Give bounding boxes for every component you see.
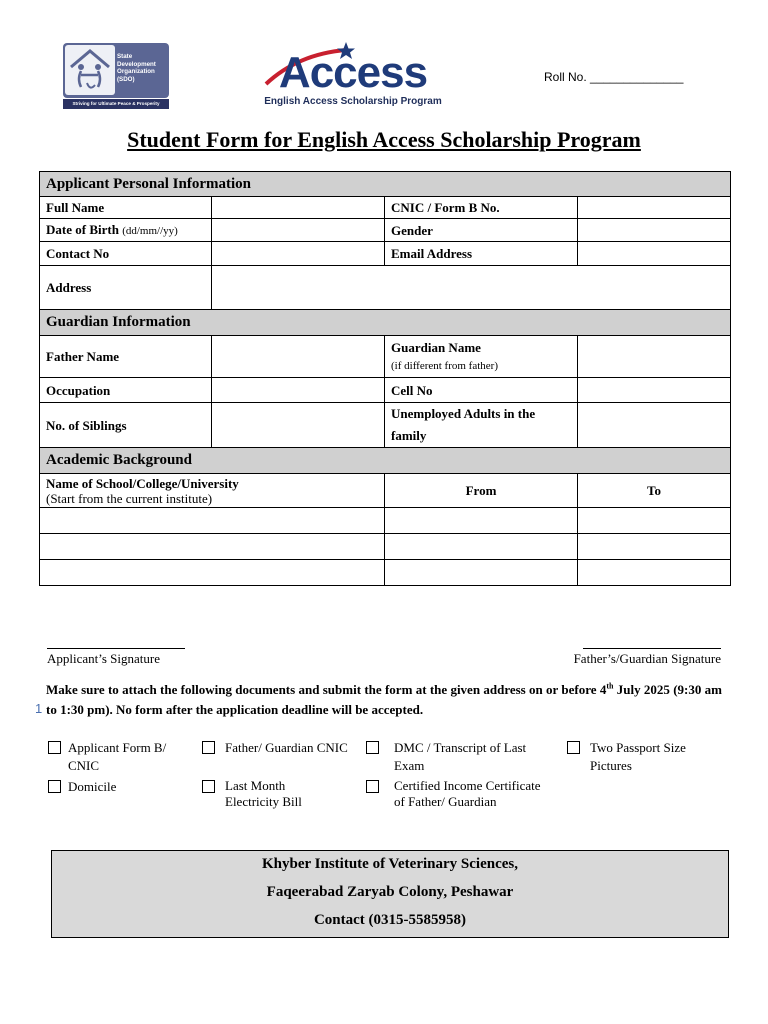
address-label: Address	[40, 266, 212, 310]
sdo-emblem-icon	[65, 45, 115, 95]
to-field[interactable]	[578, 508, 731, 534]
sdo-tagline: Striving for Ultimate Peace & Prosperity	[63, 99, 169, 109]
siblings-label: No. of Siblings	[40, 403, 212, 448]
sdo-name: State Development Organization (SDO)	[117, 53, 156, 83]
unemployed-adults-field[interactable]	[578, 403, 731, 448]
guardian-name-field[interactable]	[578, 336, 731, 378]
occupation-field[interactable]	[212, 378, 385, 403]
checkbox-domicile[interactable]	[48, 780, 61, 793]
applicant-signature-line[interactable]	[47, 648, 185, 649]
deadline-day: 4	[599, 682, 607, 697]
sdo-logo	[63, 43, 169, 109]
submission-address-box	[51, 850, 729, 938]
to-field[interactable]	[578, 560, 731, 586]
school-name-field[interactable]	[40, 534, 385, 560]
cnic-label: CNIC / Form B No.	[385, 197, 578, 219]
section-personal-heading: Applicant Personal Information	[40, 172, 731, 197]
checkbox-guardian-cnic[interactable]	[202, 741, 215, 754]
father-name-field[interactable]	[212, 336, 385, 378]
section-guardian-heading: Guardian Information	[40, 310, 731, 336]
from-field[interactable]	[385, 508, 578, 534]
checklist-passport-pictures-label: Two Passport Size Pictures	[590, 740, 686, 773]
from-field[interactable]	[385, 560, 578, 586]
from-field[interactable]	[385, 534, 578, 560]
guardian-name-label-cell	[385, 336, 578, 378]
instructions-line1: Make sure to attach the following documents and submit the form at the given address on or before	[46, 682, 597, 697]
applicant-signature-label: Applicant’s Signature	[47, 651, 161, 666]
cell-field[interactable]	[578, 378, 731, 403]
roll-number-field[interactable]: Roll No. ______________	[544, 70, 684, 84]
checkbox-form-b-cnic[interactable]	[48, 741, 61, 754]
cnic-field[interactable]	[578, 197, 731, 219]
school-header-cell	[40, 474, 385, 508]
school-name-field[interactable]	[40, 560, 385, 586]
address-line-1: Khyber Institute of Veterinary Sciences,	[262, 856, 518, 872]
guardian-name-label: Guardian Name	[391, 339, 481, 355]
checkbox-electricity-bill[interactable]	[202, 780, 215, 793]
email-field[interactable]	[578, 242, 731, 266]
paragraph-marker: 1	[35, 701, 43, 716]
from-header: From	[385, 474, 578, 508]
full-name-label: Full Name	[40, 197, 212, 219]
access-logo-text: Access	[278, 48, 428, 97]
checklist-dmc-transcript-label: DMC / Transcript of Last Exam	[394, 740, 527, 773]
section-academic-heading: Academic Background	[40, 448, 731, 474]
guardian-name-note: (if different from father)	[391, 359, 498, 372]
contact-field[interactable]	[212, 242, 385, 266]
checklist-electricity-bill-label: Last Month Electricity Bill	[225, 778, 302, 809]
dob-field[interactable]	[212, 219, 385, 242]
gender-field[interactable]	[578, 219, 731, 242]
checklist-form-b-cnic-label: Applicant Form B/ CNIC	[68, 740, 167, 773]
occupation-label: Occupation	[40, 378, 212, 403]
application-form-table	[39, 171, 731, 586]
instructions-line2: July 2025 (9:30 am to 1:30 pm). No form after the application deadline will be accepted.	[46, 682, 722, 717]
to-field[interactable]	[578, 534, 731, 560]
checklist-income-certificate-label: Certified Income Certificate of Father/ Guardian	[394, 778, 541, 809]
address-line-2: Faqeerabad Zaryab Colony, Peshawar	[266, 884, 514, 900]
guardian-signature-label: Father’s/Guardian Signature	[573, 651, 721, 666]
address-contact: Contact (0315-5585958)	[313, 912, 467, 928]
access-subtitle: English Access Scholarship Program	[264, 96, 442, 107]
page-title: Student Form for English Access Scholarship Program	[127, 127, 641, 152]
deadline-day-suffix: th	[606, 681, 614, 691]
checkbox-passport-pictures[interactable]	[567, 741, 580, 754]
school-header-note: (Start from the current institute)	[46, 490, 213, 506]
father-name-label: Father Name	[40, 336, 212, 378]
email-label: Email Address	[385, 242, 578, 266]
access-logo	[258, 40, 448, 112]
contact-label: Contact No	[40, 242, 212, 266]
dob-format-hint: (dd/mm//yy)	[122, 224, 178, 237]
address-field[interactable]	[212, 266, 731, 310]
checklist-domicile-label: Domicile	[68, 779, 117, 794]
sdo-logo-box	[63, 43, 169, 98]
to-header: To	[578, 474, 731, 508]
checkbox-income-certificate[interactable]	[366, 780, 379, 793]
siblings-field[interactable]	[212, 403, 385, 448]
checkbox-dmc-transcript[interactable]	[366, 741, 379, 754]
dob-label: Date of Birth	[46, 221, 119, 237]
guardian-signature-line[interactable]	[583, 648, 721, 649]
cell-label: Cell No	[385, 378, 578, 403]
unemployed-adults-label: Unemployed Adults in the family	[385, 403, 578, 448]
school-header: Name of School/College/University	[46, 475, 239, 491]
dob-label-cell	[40, 219, 212, 242]
checklist-guardian-cnic-label: Father/ Guardian CNIC	[225, 740, 348, 755]
school-name-field[interactable]	[40, 508, 385, 534]
gender-label: Gender	[385, 219, 578, 242]
full-name-field[interactable]	[212, 197, 385, 219]
submission-instructions	[46, 680, 722, 720]
